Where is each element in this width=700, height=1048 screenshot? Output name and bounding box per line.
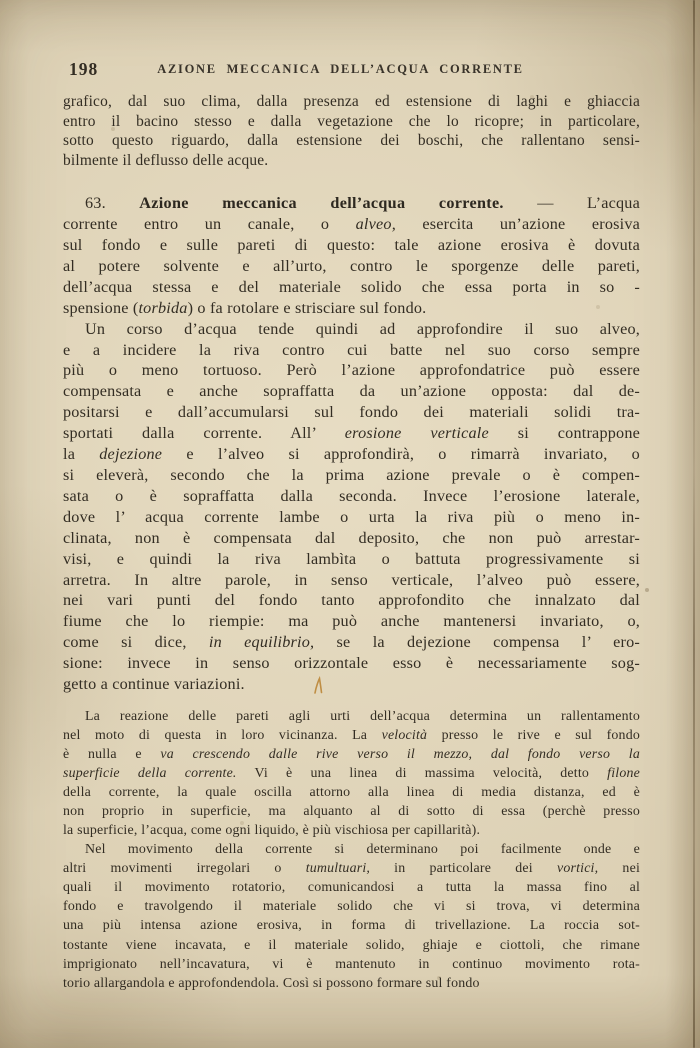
plain-text: al potere solvente e all’urto, contro le sporgenze delle pareti, — [63, 256, 640, 275]
text-line — [63, 131, 640, 151]
italic-text: alveo, — [355, 215, 396, 234]
text-line — [63, 256, 640, 277]
plain-text: e a incidere la riva contro cui batte nel suo corso sempre — [63, 340, 640, 359]
plain-text: visi, e quindi la riva lambìta o battuta progressivamente si — [63, 549, 640, 568]
text-line — [63, 821, 640, 840]
plain-text: e l’alveo si approfondirà, o rimarrà invariato, o — [162, 445, 640, 464]
italic-text: in equilibrio, — [208, 633, 315, 652]
bold-heading-text: Azione meccanica dell’acqua corrente. — [139, 194, 504, 213]
paragraph-vortices-smallprint — [63, 840, 640, 992]
italic-text: dejezione — [99, 445, 163, 464]
italic-text: torbida — [138, 298, 188, 317]
paragraph-erosion — [63, 319, 640, 695]
text-line — [63, 193, 640, 214]
plain-text: spensione ( — [63, 298, 139, 317]
page-content — [63, 92, 640, 993]
text-line — [63, 745, 640, 764]
plain-text: la superficie, l’acqua, come ogni liquido, è più vischiosa per capillarità). — [63, 823, 481, 839]
plain-text: compensata e anche sopraffatta da un’azione opposta: dal de- — [63, 382, 640, 401]
plain-text: fiume che lo riempie: ma può anche mantenersi invariato, o, — [63, 612, 640, 631]
italic-text: filone — [607, 766, 640, 782]
page-header — [63, 59, 640, 81]
plain-text: fondo e travolgendo il materiale solido che vi si trova, vi determina — [63, 899, 640, 915]
text-line — [63, 298, 640, 319]
text-line — [63, 340, 640, 361]
plain-text: positarsi e dall’accumularsi sul fondo dei materiali solidi tra- — [63, 403, 640, 422]
plain-text: ) o fa rotolare e strisciare sul fondo. — [187, 298, 427, 317]
text-line — [63, 916, 640, 935]
text-line — [63, 974, 640, 993]
text-line — [63, 897, 640, 916]
plain-text: — L’acqua — [503, 194, 640, 213]
italic-text: va crescendo dalle rive verso il mezzo, dal fondo verso la — [160, 747, 640, 763]
text-line — [63, 632, 640, 653]
text-line — [63, 549, 640, 570]
text-line — [63, 444, 640, 465]
page-number: 198 — [69, 59, 99, 79]
text-line — [63, 707, 640, 726]
plain-text: è nulla e — [63, 747, 161, 763]
plain-text: 63. — [85, 194, 140, 213]
text-line — [63, 360, 640, 381]
plain-text: come si dice, — [63, 633, 209, 652]
text-line — [63, 764, 640, 783]
plain-text: quali il movimento rotatorio, comunicandosi a tutta la massa fino al — [63, 880, 640, 896]
text-line — [63, 674, 640, 695]
plain-text: dove l’ acqua corrente lambe o urta la riva più o meno in- — [63, 507, 640, 526]
text-line — [63, 277, 640, 298]
text-line — [63, 151, 640, 171]
plain-text: getto a continue variazioni. — [63, 675, 245, 694]
text-line — [63, 726, 640, 745]
plain-text: della corrente, la quale oscilla attorno alla linea di media distanza, ed è — [63, 785, 640, 801]
plain-text: sul fondo e sulle pareti di questo: tale azione erosiva è dovuta — [63, 236, 640, 254]
plain-text: clinata, non è compensata dal deposito, che non può arrestar- — [63, 528, 640, 547]
plain-text: La reazione delle pareti agli urti dell’acqua determina un rallentamento — [85, 708, 640, 724]
text-line — [63, 653, 640, 674]
paragraph-intro-continuation — [63, 92, 640, 170]
plain-text: si eleverà, secondo che la prima azione prevale o è compen- — [63, 465, 640, 484]
italic-text: tumultuari, — [305, 861, 371, 877]
text-line — [63, 528, 640, 549]
plain-text: sportati dalla corrente. All’ — [63, 424, 345, 443]
plain-text: tostante viene incavata, e il materiale solido, ghiaje e ciottoli, che rimane — [63, 937, 640, 953]
plain-text: corrente entro un canale, o — [63, 215, 356, 234]
text-line — [63, 783, 640, 802]
plain-text: si contrappone — [488, 424, 641, 443]
plain-text: esercita un’azione erosiva — [395, 215, 640, 234]
plain-text: Nel movimento della corrente si determinano poi facilmente onde e — [85, 842, 640, 858]
plain-text: la — [63, 445, 100, 464]
plain-text: arretra. In altre parole, in senso verticale, l’alveo può essere, — [63, 570, 640, 589]
plain-text: sata o è sopraffatta dalla seconda. Invece l’erosione laterale, — [63, 486, 640, 505]
page-edge-crease — [693, 0, 695, 1048]
text-line — [63, 92, 640, 112]
paragraph-velocity-smallprint — [63, 707, 640, 840]
plain-text: imprigionato nell’incavatura, vi è mantenuto in continuo movimento rota- — [63, 956, 640, 972]
text-line — [63, 859, 640, 878]
plain-text: grafico, dal suo clima, dalla presenza ed estensione di laghi e ghiaccia — [63, 93, 640, 110]
italic-text: vortici, — [556, 861, 599, 877]
text-line — [63, 486, 640, 507]
text-line — [63, 955, 640, 974]
text-line — [63, 381, 640, 402]
text-line — [63, 840, 640, 859]
running-title: AZIONE MECCANICA DELL’ACQUA CORRENTE — [157, 62, 524, 76]
paper-specks — [0, 0, 2, 2]
italic-text: velocità — [381, 727, 428, 743]
plain-text: entro il bacino stesso e dalla vegetazione che lo ricopre; in particolare, — [63, 112, 640, 130]
text-line — [63, 235, 640, 256]
text-line — [63, 936, 640, 955]
text-line — [63, 802, 640, 821]
plain-text: Un corso d’acqua tende quindi ad approfondire il suo alveo, — [85, 319, 640, 338]
paragraph-section-63 — [63, 193, 640, 318]
plain-text: presso le rive e sul fondo — [427, 727, 640, 743]
text-line — [63, 507, 640, 528]
plain-text: sotto questo riguardo, dalla estensione dei boschi, che rallentano sensi- — [63, 132, 640, 150]
plain-text: sione: invece in senso orizzontale esso è necessariamente sog- — [63, 654, 640, 673]
plain-text: nei vari punti del fondo tanto approfondito che innalzato dal — [63, 591, 640, 610]
italic-text: erosione verticale — [344, 424, 489, 443]
plain-text: altri movimenti irregolari o — [63, 861, 306, 877]
plain-text: più o meno tortuoso. Però l’azione approfondatrice può essere — [63, 361, 640, 380]
text-line — [63, 878, 640, 897]
plain-text: torio allargandola e approfondendola. Così si possono formare sul fondo — [63, 975, 480, 991]
plain-text: se la dejezione compensa l’ ero- — [314, 633, 640, 652]
text-line — [63, 214, 640, 235]
plain-text: in particolare dei — [370, 861, 557, 877]
text-line — [63, 570, 640, 591]
plain-text: una più intensa azione erosiva, in forma di trivellazione. La roccia sot- — [63, 918, 640, 934]
text-line — [63, 465, 640, 486]
plain-text: non proprio in superficie, ma alquanto al di sotto di essa (perchè presso — [63, 804, 640, 820]
text-line — [63, 112, 640, 132]
italic-text: superficie della corrente. — [63, 766, 237, 782]
plain-text: Vi è una linea di massima velocità, detto — [236, 766, 608, 782]
plain-text: bilmente il deflusso delle acque. — [63, 151, 269, 169]
plain-text: nei — [598, 861, 641, 877]
handwritten-ink-mark — [312, 676, 326, 696]
text-line — [63, 611, 640, 632]
text-line — [63, 402, 640, 423]
text-line — [63, 590, 640, 611]
plain-text: nel moto di questa in loro vicinanza. La — [63, 727, 382, 743]
text-line — [63, 423, 640, 444]
plain-text: dell’acqua stessa e del materiale solido che essa porta in so - — [63, 277, 640, 296]
text-line — [63, 319, 640, 340]
